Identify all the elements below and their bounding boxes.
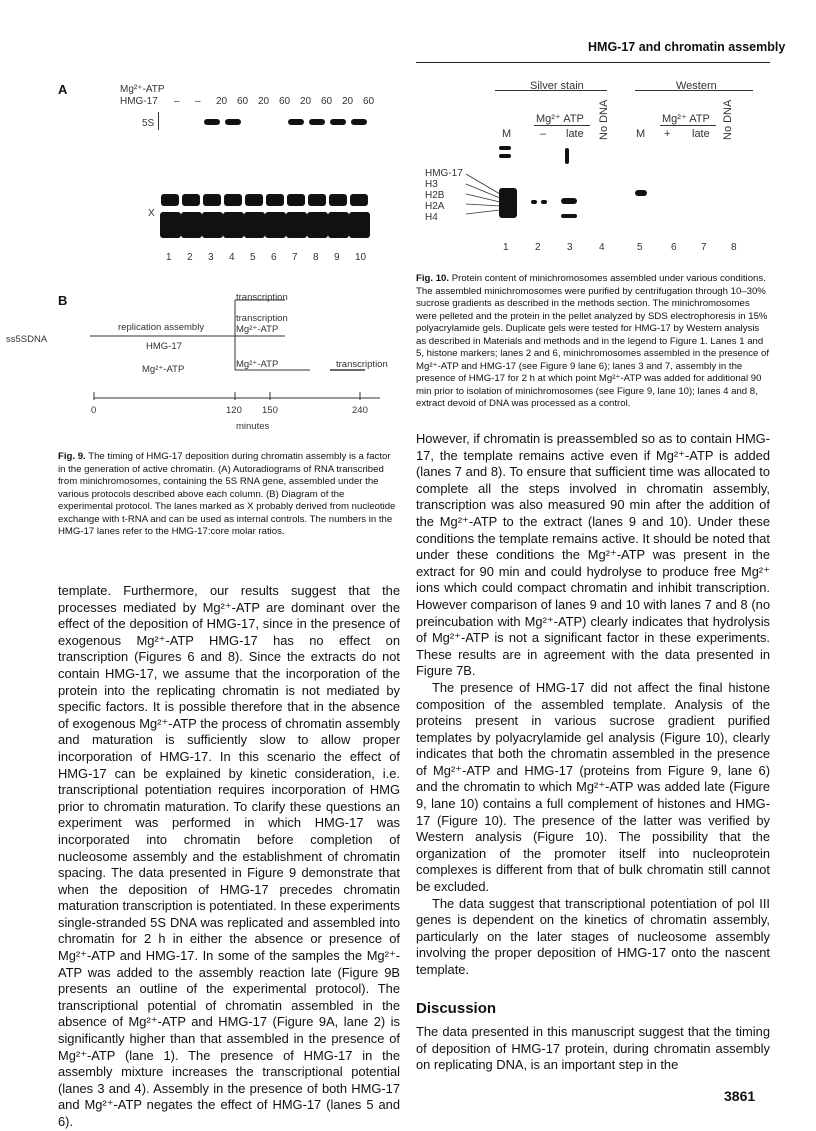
fig10-gel-band xyxy=(541,200,547,204)
fig9-lane-1: 1 xyxy=(166,252,172,263)
right-column-body xyxy=(416,431,770,979)
fig10-lane-6: 6 xyxy=(671,242,677,253)
fig9-lane-4: 4 xyxy=(229,252,235,263)
fig9-ratio-6: 60 xyxy=(279,96,291,107)
fig9-lane-5: 5 xyxy=(250,252,256,263)
fig10-late-left: late xyxy=(566,128,584,140)
discussion-body xyxy=(416,1024,770,1074)
fig10-gel-band xyxy=(561,198,577,204)
fig9-lane-numbers xyxy=(160,252,370,264)
fig9-x-band-lower xyxy=(202,212,223,238)
fig10-lane-4: 4 xyxy=(599,242,605,253)
fig10-plus: + xyxy=(664,128,671,140)
fig9-lane-6: 6 xyxy=(271,252,277,263)
fig9-x-band-lower xyxy=(286,212,307,238)
diagram-mg-atp-late: Mg²⁺-ATP xyxy=(236,359,279,370)
fig9-ratio-9: 20 xyxy=(342,96,354,107)
fig10-caption-label: Fig. 10. xyxy=(416,273,450,284)
diagram-mg-atp: Mg²⁺-ATP xyxy=(142,364,185,375)
fig10-gel-band xyxy=(565,148,569,164)
fig10-mg-atp-right: Mg²⁺ ATP xyxy=(662,113,710,125)
header-rule xyxy=(416,62,770,63)
fig9-ratio-8: 60 xyxy=(321,96,333,107)
fig10-histone-hmg-17: HMG-17 xyxy=(425,168,463,179)
fig10-no-dna-left: No DNA xyxy=(598,99,610,140)
fig10-lane-1: 1 xyxy=(503,242,509,253)
fig10-gel-band xyxy=(561,214,577,218)
fig9-row-mg-atp: Mg²⁺-ATP xyxy=(120,84,165,95)
axis-tick-120: 120 xyxy=(226,405,242,416)
fig9-x-band-lower xyxy=(328,212,349,238)
fig9-x-band-upper xyxy=(161,194,179,206)
fig10-histone-h4: H4 xyxy=(425,212,438,223)
diagram-ss5sdna: ss5SDNA xyxy=(6,334,48,345)
fig10-mg-atp-right-rule xyxy=(660,125,716,126)
right-para-2: The presence of HMG-17 did not affect the final histone composition of the assembled template. Analysis of the proteins present in various sucrose gradient purified templates by polyacrylamide gel analysis (Figure 10), clearly indicates that both the chromatin assembled in the presence of Mg²⁺-ATP and HMG-17 (proteins from Figure 9, lane 6) and the chromatin to which Mg²⁺-ATP was added late (Figure 9, lane 10) contains a full complement of histones and HMG-17 (Figure 10). The presence of the latter was verified by Western analysis (Figure 10). The possibility that the organization of the promoter itself into nucleoprotein complexes is different from that of bulk chromatin still cannot be excluded. xyxy=(416,679,770,895)
fig9-hmg17-ratios xyxy=(170,96,375,108)
fig10-gel-band xyxy=(531,200,537,204)
fig10-histone-h2a: H2A xyxy=(425,201,445,212)
diagram-replication-assembly: replication assembly xyxy=(118,322,205,333)
fig10-lane-7: 7 xyxy=(701,242,707,253)
fig9-x-band-upper xyxy=(266,194,284,206)
diagram-transcription-late: transcription xyxy=(336,359,388,370)
fig9-x-band-upper xyxy=(329,194,347,206)
fig10-histone-h3: H3 xyxy=(425,179,438,190)
fig9-x-gel xyxy=(160,190,370,242)
fig10-lane-2: 2 xyxy=(535,242,541,253)
fig9-x-label: X xyxy=(148,208,155,219)
fig9-panel-a-label: A xyxy=(58,82,68,97)
fig10-western: Western xyxy=(676,80,717,92)
fig9-ratio-1: – xyxy=(174,96,180,107)
fig9-x-band-upper xyxy=(287,194,305,206)
fig9-5s-label: 5S xyxy=(142,118,155,129)
fig9-x-band-lower xyxy=(160,212,181,238)
fig10-mg-atp-left-rule xyxy=(534,125,590,126)
page-number: 3861 xyxy=(724,1088,756,1104)
fig9-ratio-10: 60 xyxy=(363,96,375,107)
fig9-lane-7: 7 xyxy=(292,252,298,263)
fig10-no-dna-right: No DNA xyxy=(722,99,734,140)
fig9-caption xyxy=(58,451,398,539)
fig9-caption-text: The timing of HMG-17 deposition during chromatin assembly is a factor in the generation of active chromatin. (A) Autoradiograms of RNA transcribed from minichromosomes, containing the 5S RNA gene, assembled under the various protocols described above each column. (B) Diagram of the experimental protocol. The lanes marked as X probably derived from nucleotide exchange with t-RNA and can be used as internal controls. The numbers in the HMG-17 lanes refer to the HMG-17:core molar ratios. xyxy=(58,451,396,537)
discussion-heading: Discussion xyxy=(416,1000,497,1017)
fig10-gel-band xyxy=(635,190,647,196)
fig9-ratio-3: 20 xyxy=(216,96,228,107)
fig9-x-band-lower xyxy=(349,212,370,238)
fig9-x-band-upper xyxy=(224,194,242,206)
fig9-x-band-lower xyxy=(181,212,202,238)
diagram-hmg17: HMG-17 xyxy=(146,341,182,352)
left-para-1: template. Furthermore, our results suggest that the processes mediated by Mg²⁺-ATP are dominant over the effect of the deposition of HMG-17, since in the presence of exogenous Mg²⁺-ATP HMG-17 has no effect on transcription (Figures 6 and 8). Since the extracts do not contain HMG-17, we assume that the incorporation of the protein into the replicating chromatin is not mediated by specific factors. It is possible therefore that in the absence of exogenous Mg²⁺-ATP the process of chromatin assembly and maturation is sufficiently slow to allow proper incorporation of HMG-17. In this scenario the effect of HMG-17 can be explained by kinetic consideration, i.e. transcriptional potentiation requires incorporation of HMG prior to chromatin maturation. To clarify these questions an experiment was performed in which HMG-17 was incorporated into chromatin before completion of nucleosome assembly and the establishment of chromatin spacing. The data presented in Figure 9 demonstrate that when the deposition of HMG-17 precedes chromatin maturation transcription is potentiated. In these experiments single-stranded 5S DNA was replicated and assembled into chromatin for 2 h in either the absence or presence of Mg²⁺-ATP and HMG-17. In some of the samples the Mg²⁺-ATP was added to the assembly reaction late (Figure 9B presents an outline of the experimental protocol). The transcriptional potential of chromatin assembled in the absence of Mg²⁺-ATP and HMG-17 (Figure 9A, lane 2) is significantly higher than that assembled in the presence of Mg²⁺-ATP (lane 1). The presence of HMG-17 in the assembly mixture increases the transcriptional potential (lanes 3 and 4). Assembly in the presence of both HMG-17 and Mg²⁺-ATP negates the effect of HMG-17 (lanes 5 and 6). xyxy=(58,583,400,1129)
axis-tick-240: 240 xyxy=(352,405,368,416)
fig9-lane-8: 8 xyxy=(313,252,319,263)
fig10-histone-h2b: H2B xyxy=(425,190,445,201)
fig9-ratio-2: – xyxy=(195,96,201,107)
right-para-3: The data suggest that transcriptional potentiation of pol III genes is dependent on the kinetics of chromatin assembly, particularly on the later stages of nucleosome assembly involving the proper deposition of HMG-17 onto the nascent template. xyxy=(416,895,770,977)
fig10-minus: – xyxy=(540,128,547,140)
diagram-transcription-top: transcription xyxy=(236,292,288,303)
fig9-ratio-7: 20 xyxy=(300,96,312,107)
fig9-5s-band xyxy=(309,119,325,125)
fig9-x-band-lower xyxy=(307,212,328,238)
fig10-lane-5: 5 xyxy=(637,242,643,253)
fig10-caption-text: Protein content of minichromosomes assembled under various conditions. The assembled minichromosomes were purified by centrifugation through 10–30% sucrose gradients as described in the methods section. The minichromosomes were pelleted and the protein in the pellet analyzed by SDS electrophoresis in 15% polyacrylamide gels. Duplicate gels were tested for HMG-17 by Western analysis as described in Materials and methods and in the legend to Figure 1. Lanes 1 and 5, histone markers; lanes 2 and 6, minichromosomes assembled in the presence of Mg²⁺-ATP and HMG-17 (see Figure 9 lane 6); lanes 3 and 7, assembly in the presence of HMG-17 for 2 h at which point Mg²⁺-ATP was added for additional 90 min prior to isolation of minichromosomes (see Figure 9, lane 10); lanes 4 and 8, extract devoid of DNA was processed as a control. xyxy=(416,273,770,409)
discussion-para: The data presented in this manuscript suggest that the timing of deposition of HMG-17 protein, during chromatin assembly on replicating DNA, is an important step in the xyxy=(416,1024,770,1073)
right-para-1: However, if chromatin is preassembled so as to contain HMG-17, the template remains active even if Mg²⁺-ATP is added (lanes 7 and 8). To ensure that sufficient time was allocated to complete all the steps involved in chromatin assembly, transcription was also measured 90 min after the addition of the Mg²⁺-ATP to the extract (lanes 9 and 10). Under these conditions the template remains active. It should be noted that under these conditions the Mg²⁺-ATP was present in the extract for 90 min and could hydrolyse to produce free Mg²⁺ ions which could compact chromatin and inhibit transcription. However comparison of lanes 9 and 10 with lanes 7 and 8 (no preincubation with Mg²⁺-ATP) clearly indicates that hydrolysis of Mg²⁺-ATP is not a significant factor in these experiments. These results are in agreement with the data presented in Figure 7B. xyxy=(416,431,770,679)
fig10-lane-numbers xyxy=(495,242,755,254)
fig10-late-right: late xyxy=(692,128,710,140)
fig10-mg-atp-left: Mg²⁺ ATP xyxy=(536,113,584,125)
fig9-ratio-5: 20 xyxy=(258,96,270,107)
fig9-lane-10: 10 xyxy=(355,252,367,263)
fig9-lane-2: 2 xyxy=(187,252,193,263)
left-column-body xyxy=(58,583,400,1131)
fig9-5s-band xyxy=(351,119,367,125)
fig10-lane-3: 3 xyxy=(567,242,573,253)
axis-tick-150: 150 xyxy=(262,405,278,416)
fig10-m-right: M xyxy=(636,128,646,140)
fig9-5s-band-row xyxy=(160,116,370,128)
fig9-ratio-4: 60 xyxy=(237,96,249,107)
fig9-5s-band xyxy=(330,119,346,125)
fig9-x-band-upper xyxy=(308,194,326,206)
fig10-silver-stain: Silver stain xyxy=(530,80,584,92)
fig10-caption xyxy=(416,273,770,411)
fig9-panel-b-label: B xyxy=(58,293,68,308)
fig10-gel-band xyxy=(499,154,511,158)
fig10-m-left: M xyxy=(502,128,512,140)
fig9-x-band-upper xyxy=(203,194,221,206)
fig9-5s-band xyxy=(204,119,220,125)
fig9-5s-tick xyxy=(158,112,159,130)
axis-label-minutes: minutes xyxy=(236,421,270,432)
fig10-lane-8: 8 xyxy=(731,242,737,253)
fig9-caption-label: Fig. 9. xyxy=(58,451,86,462)
fig9-x-band-lower xyxy=(223,212,244,238)
fig10-gel-band xyxy=(499,188,517,218)
fig10-gel-band xyxy=(499,146,511,150)
fig9-x-band-upper xyxy=(350,194,368,206)
diagram-transcription-mg: transcription Mg²⁺-ATP xyxy=(236,313,288,335)
fig9-5s-band xyxy=(288,119,304,125)
fig9-x-band-lower xyxy=(265,212,286,238)
axis-tick-0: 0 xyxy=(91,405,97,416)
fig9-lane-3: 3 xyxy=(208,252,214,263)
fig9-row-hmg17: HMG-17 xyxy=(120,96,158,107)
fig9-x-band-upper xyxy=(182,194,200,206)
fig9-lane-9: 9 xyxy=(334,252,340,263)
fig9-x-band-upper xyxy=(245,194,263,206)
fig9-5s-band xyxy=(225,119,241,125)
fig10-gel xyxy=(495,140,755,240)
running-header: HMG-17 and chromatin assembly xyxy=(588,40,786,54)
fig9-x-band-lower xyxy=(244,212,265,238)
